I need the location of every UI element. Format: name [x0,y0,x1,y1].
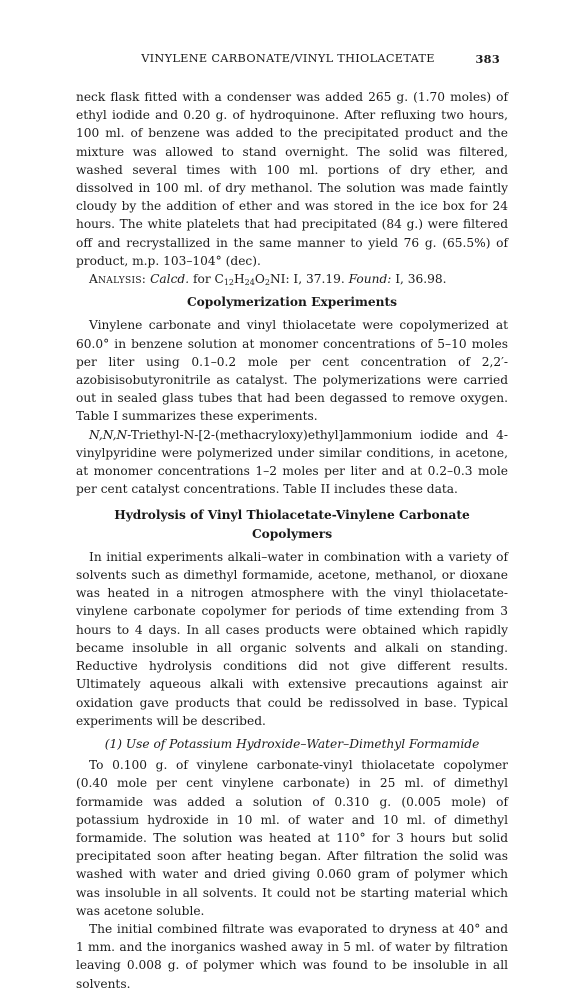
page-number: 383 [475,52,500,66]
copolymerization-paragraph-1: Vinylene carbonate and vinyl thiolacetate were copolymerized at 60.0° in benzene solution at monomer concentrations of 5–10 moles per liter using 0.1–0.2 mole per cent concentration of 2,2′-azobisisobutyronitrile as catalyst. The polymerizations were carried out in sealed glass tubes that had been degassed to remove oxygen. Table I summarizes these experiments. [76,318,508,424]
section-heading-copolymerization: Copolymerization Experiments [186,295,398,310]
found-value: I, 36.98. [395,272,447,287]
nnn-prefix: N,N,N [89,427,128,442]
formula-element: O [254,272,265,287]
running-title: VINYLENE CARBONATE/VINYL THIOLACETATE [141,52,435,65]
formula-element: NI [269,272,286,287]
paragraph-continued: neck flask fitted with a condenser was added 265 g. (1.70 moles) of ethyl iodide and 0.20 g. of hydroquinone. After refluxing two hours, 100 ml. of benzene was added to the precipitated product and the mixture was allowed to stand overnight. The solid was filtered, washed several times with 100 ml. portions of dry ether, and dissolved in 100 ml. of dry methanol. The solution was made faintly cloudy by the addition of ether and was stored in the ice box for 24 hours. The white platelets that had precipitated (84 g.) were filtered off and recrystallized in the same manner to yield 76 g. (65.5%) of product, m.p. 103–104° (dec). [76,90,508,268]
found-label: Found: [348,272,392,287]
formula-subscript: 24 [244,278,255,288]
koh-paragraph-1: To 0.100 g. of vinylene carbonate-vinyl thiolacetate copolymer (0.40 mole per cent vinylene carbonate) in 25 ml. of dimethyl formamide was added a solution of 0.310 g. (0.005 mole) of potassium hydroxide in 10 ml. of water and 10 ml. of dimethyl formamide. The solution was heated at 110° for 3 hours but solid precipitated soon after heating began. After filtration the solid was washed with water and dried giving 0.060 gram of polymer which was insoluble in all solvents. It could not be starting material which was acetone soluble. [76,758,508,918]
copolymerization-paragraph-2 [76,426,508,499]
calcd-value: : I, 37.19. [285,272,345,287]
page-body [76,88,508,993]
analysis-label: Analysis: [89,272,147,287]
calcd-label: Calcd. [150,272,190,287]
analysis-line [76,270,508,288]
calcd-for: for C [192,272,224,287]
koh-paragraph-2: The initial combined filtrate was evaporated to dryness at 40° and 1 mm. and the inorganics washed away in 5 ml. of water by filtration leaving 0.008 g. of polymer which was found to be insoluble in all solvents. [76,921,508,991]
section-heading-hydrolysis: Hydrolysis of Vinyl Thiolacetate-Vinylene Carbonate Copolymers [114,508,470,541]
copolymerization-paragraph-2-text: -Triethyl-N-[2-(methacryloxy)ethyl]ammonium iodide and 4-vinylpyridine were polymerized under similar conditions, in acetone, at monomer concentrations 1–2 moles per liter and at 0.2–0.3 mole per cent catalyst concentrations. Table II includes these data. [76,427,508,497]
subsection-heading-koh: (1) Use of Potassium Hydroxide–Water–Dimethyl Formamide [104,736,480,751]
molecular-formula [224,272,286,286]
hydrolysis-paragraph-1: In initial experiments alkali–water in combination with a variety of solvents such as dimethyl formamide, acetone, methanol, or dioxane was heated in a nitrogen atmosphere with the vinyl thiolacetate-vinylene carbonate copolymer for periods of time extending from 3 hours to 4 days. In all cases products were obtained which rapidly became insoluble in all organic solvents and alkali on standing. Reductive hydrolysis conditions did not give different results. Ultimately aqueous alkali with extensive precautions against air oxidation gave products that could be redissolved in base. Typical experiments will be described. [76,549,508,728]
formula-subscript: 12 [223,278,235,288]
formula-subscript: 2 [264,278,270,288]
formula-element: H [234,272,245,287]
